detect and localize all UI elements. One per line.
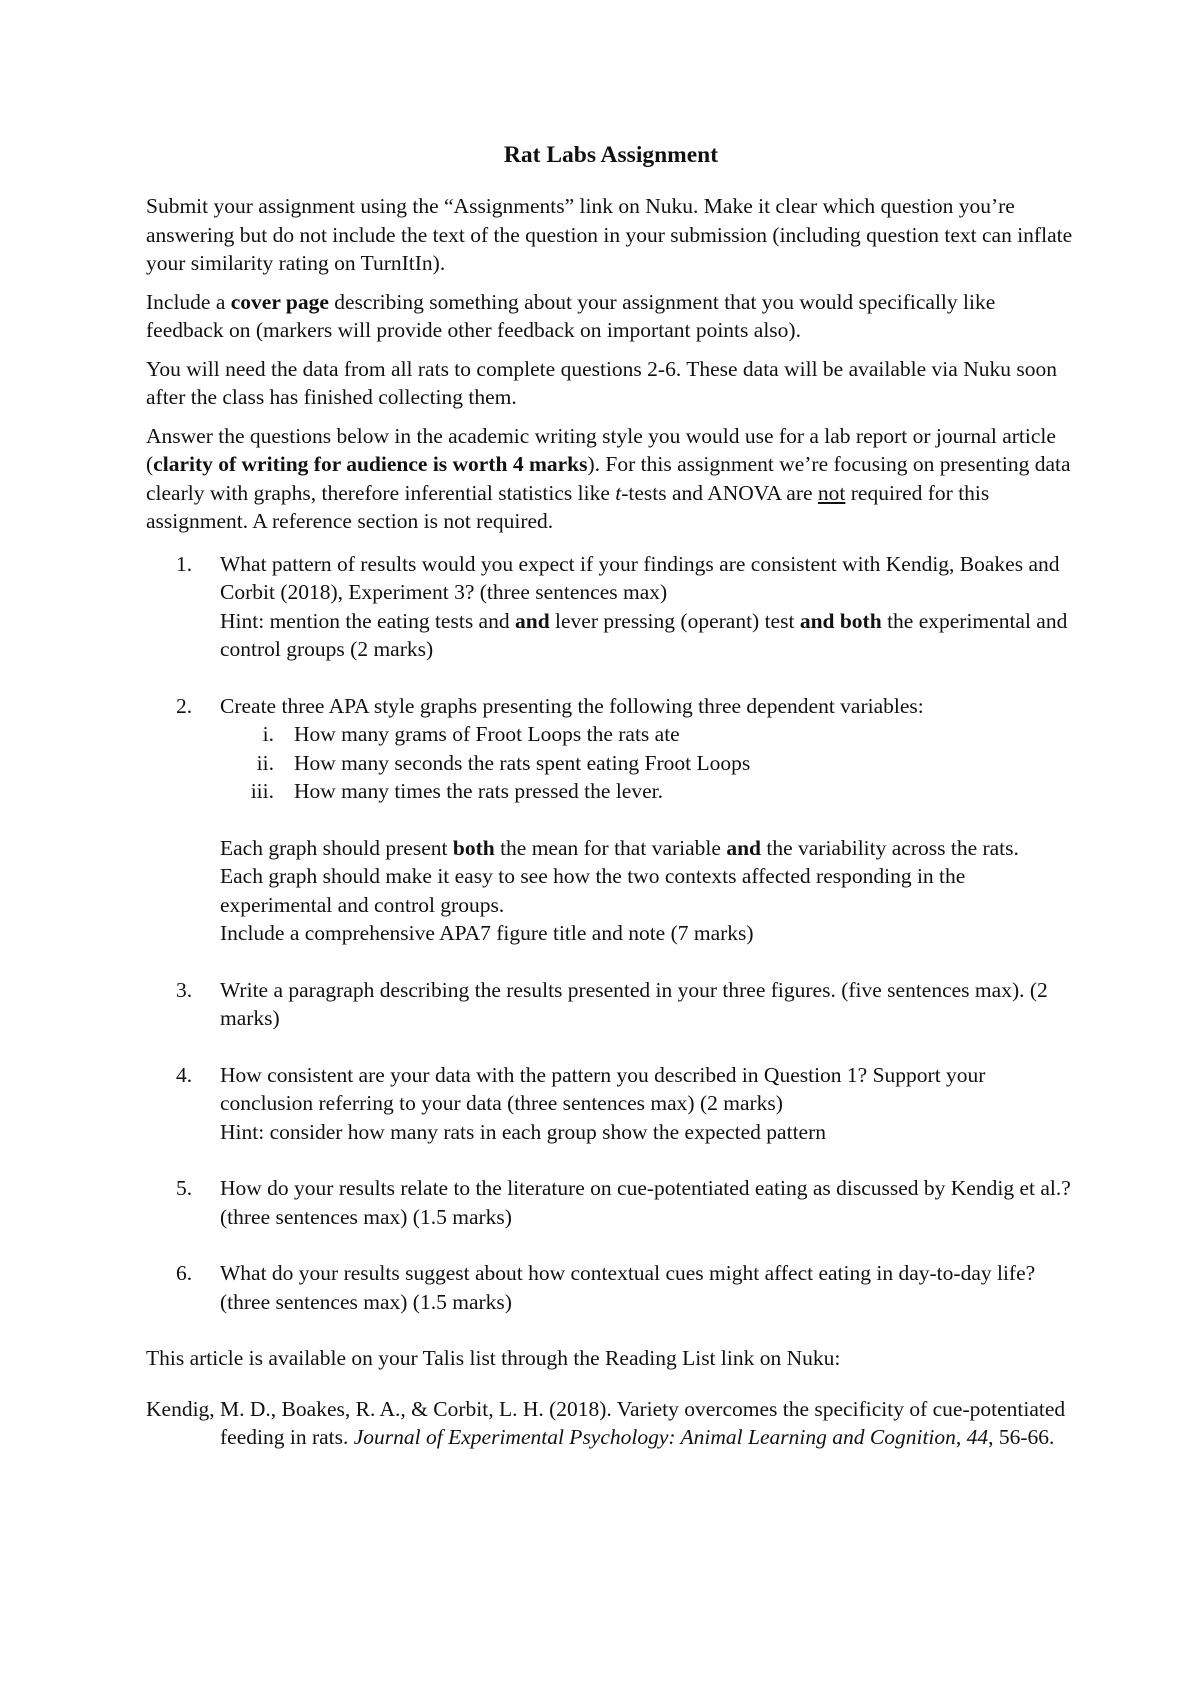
question-number: 1. [176, 551, 193, 576]
not-emphasis: not [817, 480, 846, 505]
question-5 [146, 1174, 1076, 1231]
question-3 [146, 976, 1076, 1033]
question-text: Write a paragraph describing the results presented in your three figures. (five sentences max). (2 marks) [220, 977, 1048, 1030]
question-text: Create three APA style graphs presenting the following three dependent variables: [220, 693, 924, 718]
spacer [220, 806, 1076, 834]
list-item: ii. How many seconds the rats spent eating Froot Loops [256, 750, 751, 775]
cover-page-emphasis: cover page [230, 289, 329, 314]
question-number: 4. [176, 1062, 193, 1087]
question-number: 3. [176, 977, 193, 1002]
question-number: 5. [176, 1176, 193, 1200]
page-title: Rat Labs Assignment [503, 142, 719, 168]
cover-page-instructions: Include a cover page describing something about your assignment that you would specifically like feedback on (markers will provide other feedback on important points also). [146, 289, 996, 342]
question-number: 2. [176, 693, 193, 718]
document-page [146, 140, 1076, 1462]
question-1 [146, 550, 1076, 664]
question-6 [146, 1259, 1076, 1316]
question-hint: Hint: consider how many rats in each group show the expected pattern [220, 1119, 826, 1144]
graph-requirement-3: Include a comprehensive APA7 figure title and note (7 marks) [220, 921, 754, 945]
graph-requirement-2: Each graph should make it easy to see how the two contexts affected responding in the experimental and control groups. [220, 864, 966, 917]
question-hint: Hint: mention the eating tests and and lever pressing (operant) test and both the experimental and control groups (2 marks) [220, 608, 1068, 661]
question-text: How consistent are your data with the pattern you described in Question 1? Support your conclusion referring to your data (three sentences max) (2 marks) [220, 1062, 986, 1115]
list-item: iii. How many times the rats pressed the lever. [250, 779, 663, 803]
dependent-variable-list [220, 720, 1076, 806]
writing-style-instructions: Answer the questions below in the academic writing style you would use for a lab report or journal article (clarity of writing for audience is worth 4 marks). For this assignment we’re focusing on presenting data clearly with graphs, therefore inferential statistics like t-tests and ANOVA are not required for this assignment. A reference section is not required. [146, 423, 1071, 533]
question-text: What pattern of results would you expect if your findings are consistent with Kendig, Boakes and Corbit (2018), Experiment 3? (three sentences max) [220, 551, 1060, 604]
list-item: i. How many grams of Froot Loops the rats ate [262, 722, 680, 746]
submission-instructions: Submit your assignment using the “Assignments” link on Nuku. Make it clear which question you’re answering but do not include the text of the question in your submission (including question text can inflate your similarity rating on TurnItIn). [146, 194, 1073, 275]
clarity-marks-emphasis: clarity of writing for audience is worth 4 marks [153, 452, 588, 476]
graph-requirement-1: Each graph should present both the mean for that variable and the variability across the rats. [220, 835, 1019, 860]
article-availability: This article is available on your Talis list through the Reading List link on Nuku: [146, 1346, 841, 1370]
question-number: 6. [176, 1261, 193, 1285]
question-text: How do your results relate to the literature on cue-potentiated eating as discussed by Kendig et al.? (three sentences max) (1.5 marks) [220, 1176, 1071, 1229]
journal-title: Journal of Experimental Psychology: Animal Learning and Cognition, 44 [353, 1425, 989, 1449]
reference-entry: Kendig, M. D., Boakes, R. A., & Corbit, L. H. (2018). Variety overcomes the specificity of cue-potentiated feeding in rats. Journal of Experimental Psychology: Animal Learning and Cognition, 44, 56-66. [146, 1396, 1066, 1449]
question-list [146, 550, 1076, 1317]
question-2 [146, 692, 1076, 948]
data-availability-note: You will need the data from all rats to complete questions 2-6. These data will be available via Nuku soon after the class has finished collecting them. [146, 356, 1057, 409]
question-4 [146, 1061, 1076, 1147]
question-text: What do your results suggest about how contextual cues might affect eating in day-to-day life? (three sentences max) (1.5 marks) [220, 1261, 1036, 1314]
